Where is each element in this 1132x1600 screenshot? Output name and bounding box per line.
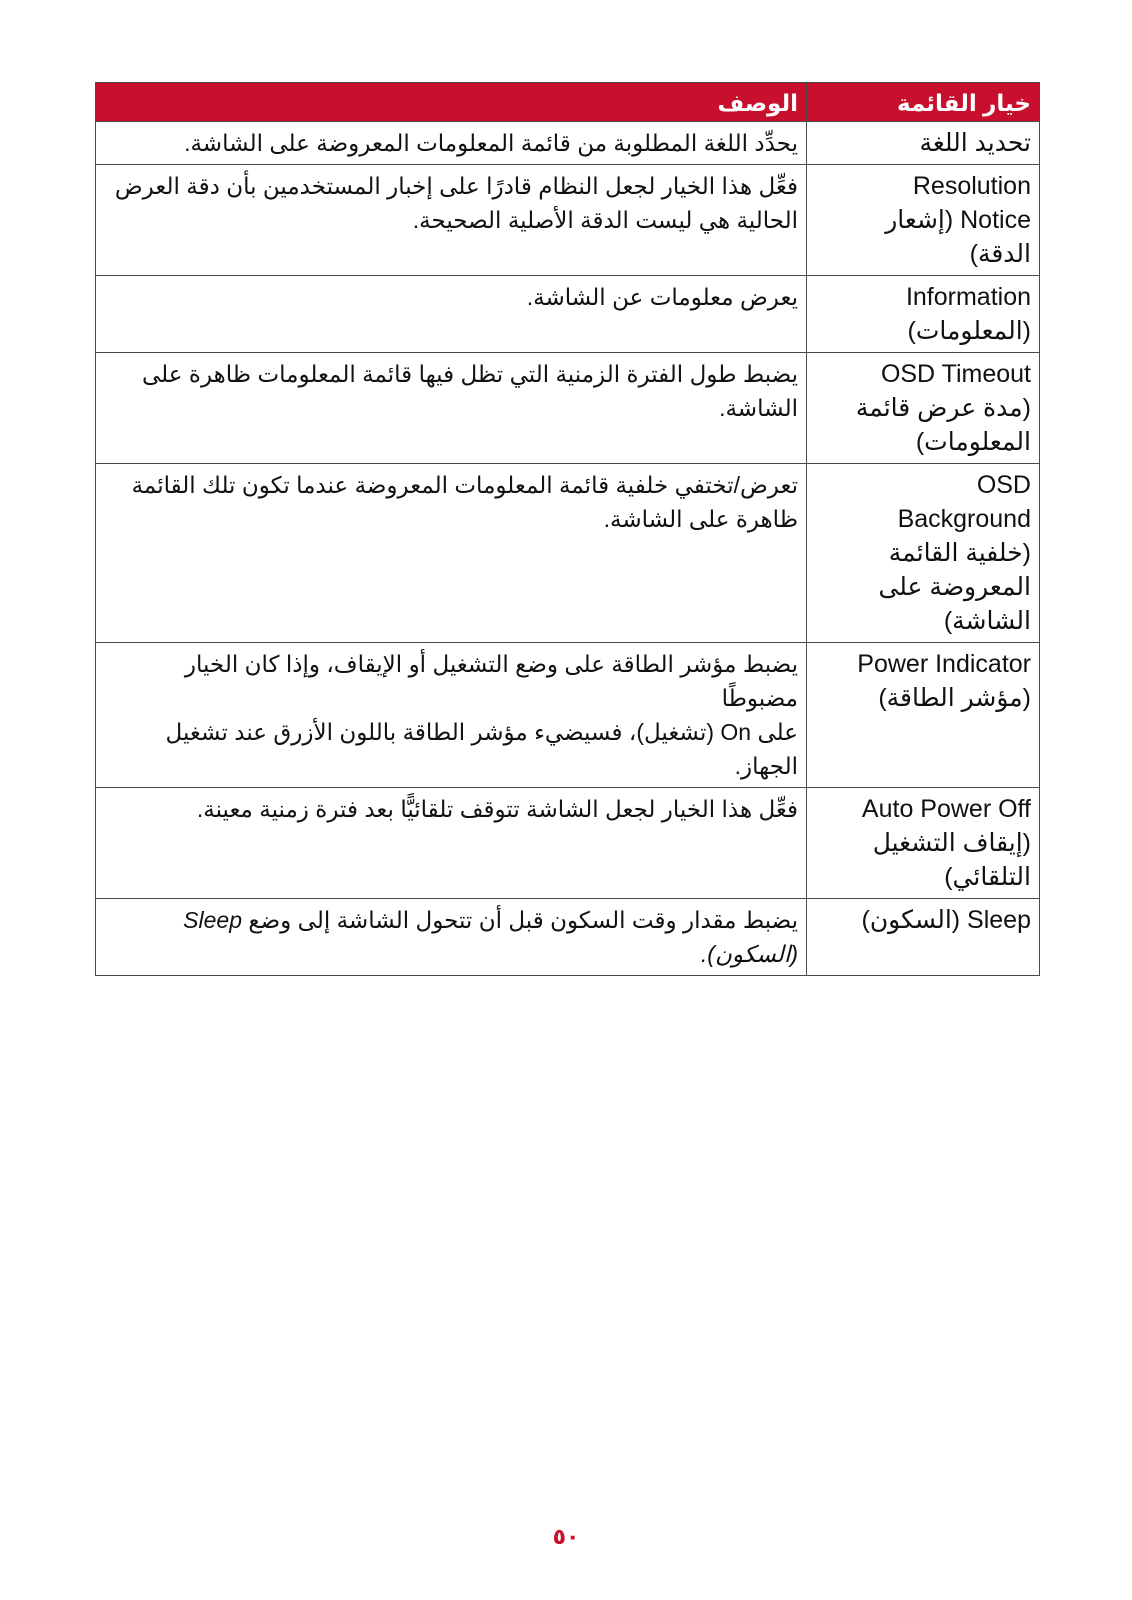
option-cell <box>807 643 1040 788</box>
table-header-row <box>96 83 1040 122</box>
option-label: الشاشة) <box>943 607 1031 635</box>
option-label: (إيقاف التشغيل التلقائي) <box>872 829 1031 891</box>
option-cell <box>807 165 1040 276</box>
option-label-en: Auto Power Off <box>861 795 1031 823</box>
description-text: يحدِّد اللغة المطلوبة من قائمة المعلومات المعروضة على الشاشة. <box>184 130 798 156</box>
table-row <box>96 899 1040 976</box>
option-label: Notice (إشعار الدقة) <box>885 206 1031 268</box>
option-cell <box>807 464 1040 643</box>
table-row <box>96 122 1040 165</box>
option-label-en: Information <box>905 283 1031 311</box>
table-row <box>96 643 1040 788</box>
table-row <box>96 788 1040 899</box>
description-cell <box>96 122 807 165</box>
description-text <box>106 903 798 937</box>
description-text: فعِّل هذا الخيار لجعل النظام قادرًا على إخبار المستخدمين بأن دقة العرض <box>114 173 798 199</box>
option-label-en: OSD Timeout <box>880 360 1031 388</box>
option-label: المعروضة على <box>878 573 1031 601</box>
option-cell <box>807 276 1040 353</box>
sleep-term: Sleep <box>183 907 242 933</box>
header-option: خيار القائمة <box>807 83 1040 122</box>
description-text: الجهاز. <box>734 753 798 779</box>
option-label: (مدة عرض قائمة <box>855 394 1031 422</box>
header-description: الوصف <box>96 83 807 122</box>
description-text: فعِّل هذا الخيار لجعل الشاشة تتوقف تلقائيًّا بعد فترة زمنية معينة. <box>196 796 798 822</box>
option-label-en: Resolution <box>912 172 1031 200</box>
description-text: الشاشة. <box>719 395 798 421</box>
option-label: (المعلومات) <box>907 317 1031 345</box>
option-label: Sleep (السكون) <box>861 906 1031 934</box>
description-text: على On (تشغيل)، فسيضيء مؤشر الطاقة باللون الأزرق عند تشغيل <box>165 719 798 745</box>
table-row <box>96 165 1040 276</box>
description-text-part: يضبط مقدار وقت السكون قبل أن تتحول الشاشة إلى وضع <box>248 907 798 933</box>
option-label-en: Background <box>897 505 1031 533</box>
description-cell <box>96 464 807 643</box>
description-cell <box>96 276 807 353</box>
option-cell <box>807 899 1040 976</box>
option-label-en: OSD <box>976 471 1031 499</box>
description-text: (السكون). <box>700 941 798 967</box>
description-cell <box>96 788 807 899</box>
option-cell <box>807 353 1040 464</box>
option-label: (مؤشر الطاقة) <box>878 684 1031 712</box>
table-row <box>96 353 1040 464</box>
option-cell <box>807 122 1040 165</box>
option-cell <box>807 788 1040 899</box>
option-label: المعلومات) <box>915 428 1031 456</box>
description-cell <box>96 899 807 976</box>
description-text: يضبط طول الفترة الزمنية التي تظل فيها قائمة المعلومات ظاهرة على <box>142 361 798 387</box>
description-text: تعرض/تختفي خلفية قائمة المعلومات المعروضة عندما تكون تلك القائمة <box>131 472 798 498</box>
option-label: تحديد اللغة <box>919 129 1031 157</box>
description-text: الحالية هي ليست الدقة الأصلية الصحيحة. <box>412 207 798 233</box>
description-text: يعرض معلومات عن الشاشة. <box>526 284 798 310</box>
description-text: ظاهرة على الشاشة. <box>603 506 798 532</box>
option-label-en: Power Indicator <box>857 650 1031 678</box>
description-cell <box>96 165 807 276</box>
settings-table <box>95 82 1040 976</box>
table-row <box>96 276 1040 353</box>
page-number: ٥٠ <box>552 1525 580 1550</box>
description-cell <box>96 353 807 464</box>
table-row <box>96 464 1040 643</box>
description-cell <box>96 643 807 788</box>
option-label: (خلفية القائمة <box>888 539 1031 567</box>
description-text: يضبط مؤشر الطاقة على وضع التشغيل أو الإيقاف، وإذا كان الخيار مضبوطًا <box>184 651 798 711</box>
